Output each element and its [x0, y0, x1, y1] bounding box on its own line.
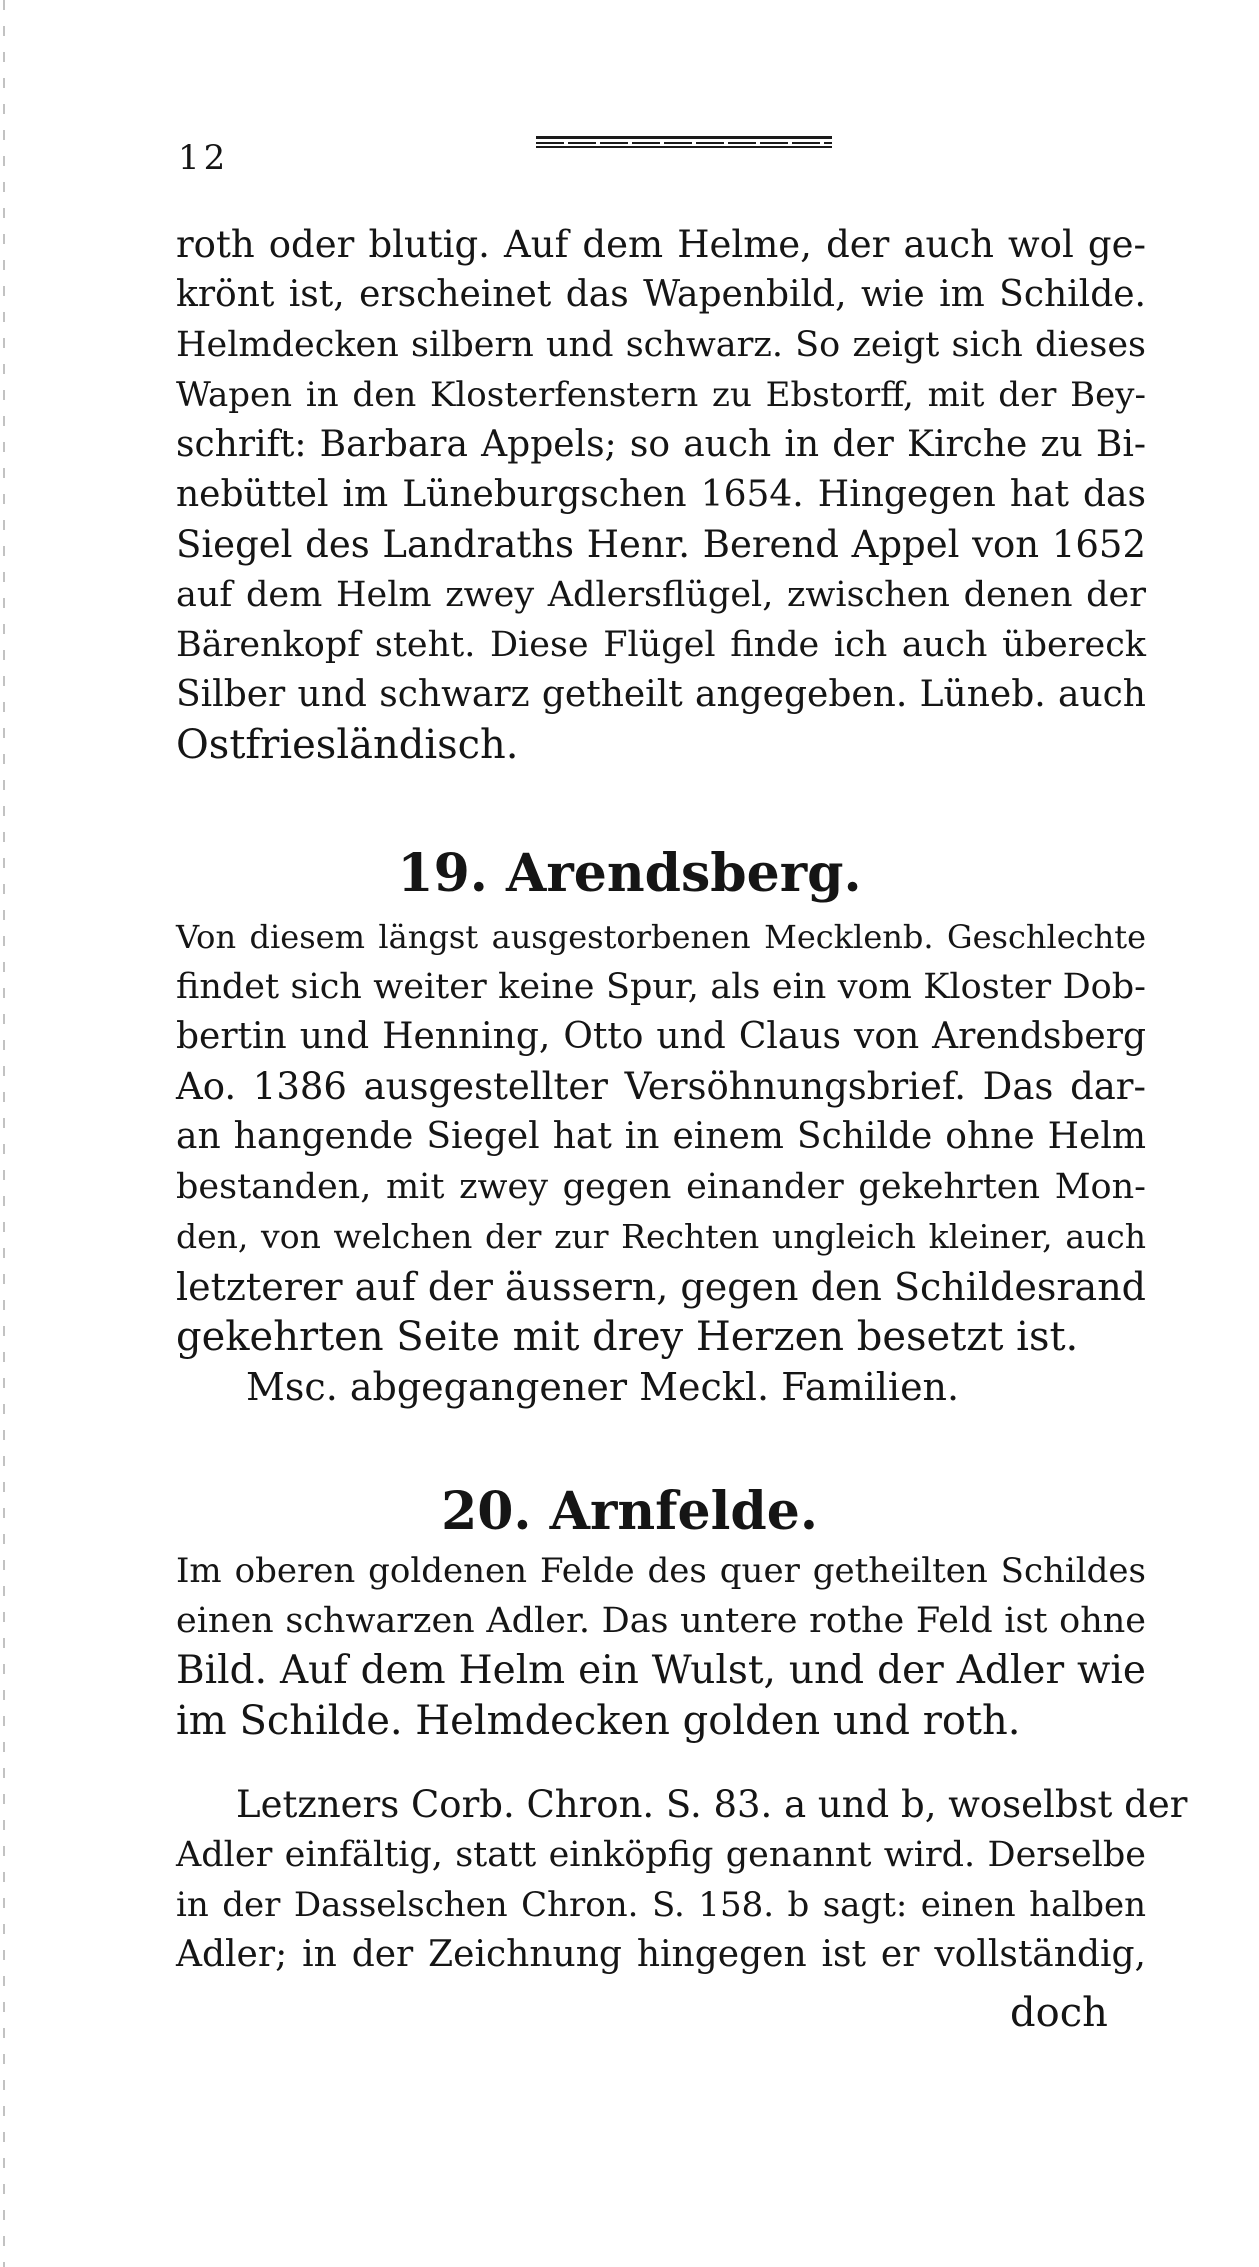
text-line: Letzners Corb. Chron. S. 83. a und b, woselbst der: [236, 1783, 1188, 1826]
text-line: Von diesem längst ausgestorbenen Mecklenb. Geschlechte: [176, 918, 1146, 956]
text-line: Silber und schwarz getheilt angegeben. Lüneb. auch: [176, 674, 1146, 715]
text-line: bestanden, mit zwey gegen einander gekehrten Mon-: [176, 1167, 1146, 1207]
source-citation: Msc. abgegangener Meckl. Familien.: [246, 1365, 960, 1409]
text-line: Adler; in der Zeichnung hingegen ist er vollständig,: [176, 1934, 1146, 1975]
text-line: Wapen in den Klosterfenstern zu Ebstorff, mit der Bey-: [176, 375, 1146, 415]
text-line: den, von welchen der zur Rechten ungleich kleiner, auch: [176, 1217, 1146, 1256]
text-line: findet sich weiter keine Spur, als ein vom Kloster Dob-: [176, 967, 1146, 1007]
text-line: an hangende Siegel hat in einem Schilde ohne Helm: [176, 1116, 1146, 1157]
text-line: im Schilde. Helmdecken golden und roth.: [176, 1698, 1021, 1744]
entry-heading-19: 19. Arendsberg.: [397, 843, 862, 904]
header-ornament: [536, 134, 832, 150]
entry-heading-20: 20. Arnfelde.: [441, 1481, 818, 1542]
text-line: schrift: Barbara Appels; so auch in der Kirche zu Bi-: [176, 424, 1146, 465]
text-line: einen schwarzen Adler. Das untere rothe Feld ist ohne: [176, 1601, 1146, 1641]
text-line: Helmdecken silbern und schwarz. So zeigt sich dieses: [176, 325, 1146, 365]
text-line: Im oberen goldenen Felde des quer getheilten Schildes: [176, 1551, 1146, 1591]
text-line: Bild. Auf dem Helm ein Wulst, und der Adler wie: [176, 1648, 1146, 1693]
ornament-rule-bottom: [536, 146, 832, 148]
ornament-rule-middle: [536, 142, 832, 144]
scan-edge: [3, 0, 5, 2267]
text-line: Siegel des Landraths Henr. Berend Appel von 1652: [176, 523, 1146, 566]
text-line: in der Dasselschen Chron. S. 158. b sagt: einen halben: [176, 1885, 1146, 1925]
text-line: krönt ist, erscheinet das Wapenbild, wie im Schilde.: [176, 274, 1146, 315]
text-line: Adler einfältig, statt einköpfig genannt wird. Derselbe: [176, 1835, 1146, 1875]
text-line: bertin und Henning, Otto und Claus von Arendsberg: [176, 1016, 1146, 1057]
text-line: letzterer auf der äussern, gegen den Schildesrand: [176, 1265, 1146, 1309]
text-line: roth oder blutig. Auf dem Helme, der auch wol ge-: [176, 223, 1146, 266]
text-line: gekehrten Seite mit drey Herzen besetzt ist.: [176, 1314, 1079, 1360]
text-line: auf dem Helm zwey Adlersflügel, zwischen denen der: [176, 575, 1146, 615]
ornament-rule-top: [536, 136, 832, 139]
text-line: Ostfriesländisch.: [176, 722, 519, 768]
page-number: 12: [178, 138, 230, 178]
text-line: Bärenkopf steht. Diese Flügel finde ich auch übereck: [176, 625, 1146, 665]
catchword: doch: [1010, 1990, 1108, 2036]
text-line: Ao. 1386 ausgestellter Versöhnungsbrief. Das dar-: [176, 1065, 1146, 1108]
text-line: nebüttel im Lüneburgschen 1654. Hingegen hat das: [176, 474, 1146, 515]
